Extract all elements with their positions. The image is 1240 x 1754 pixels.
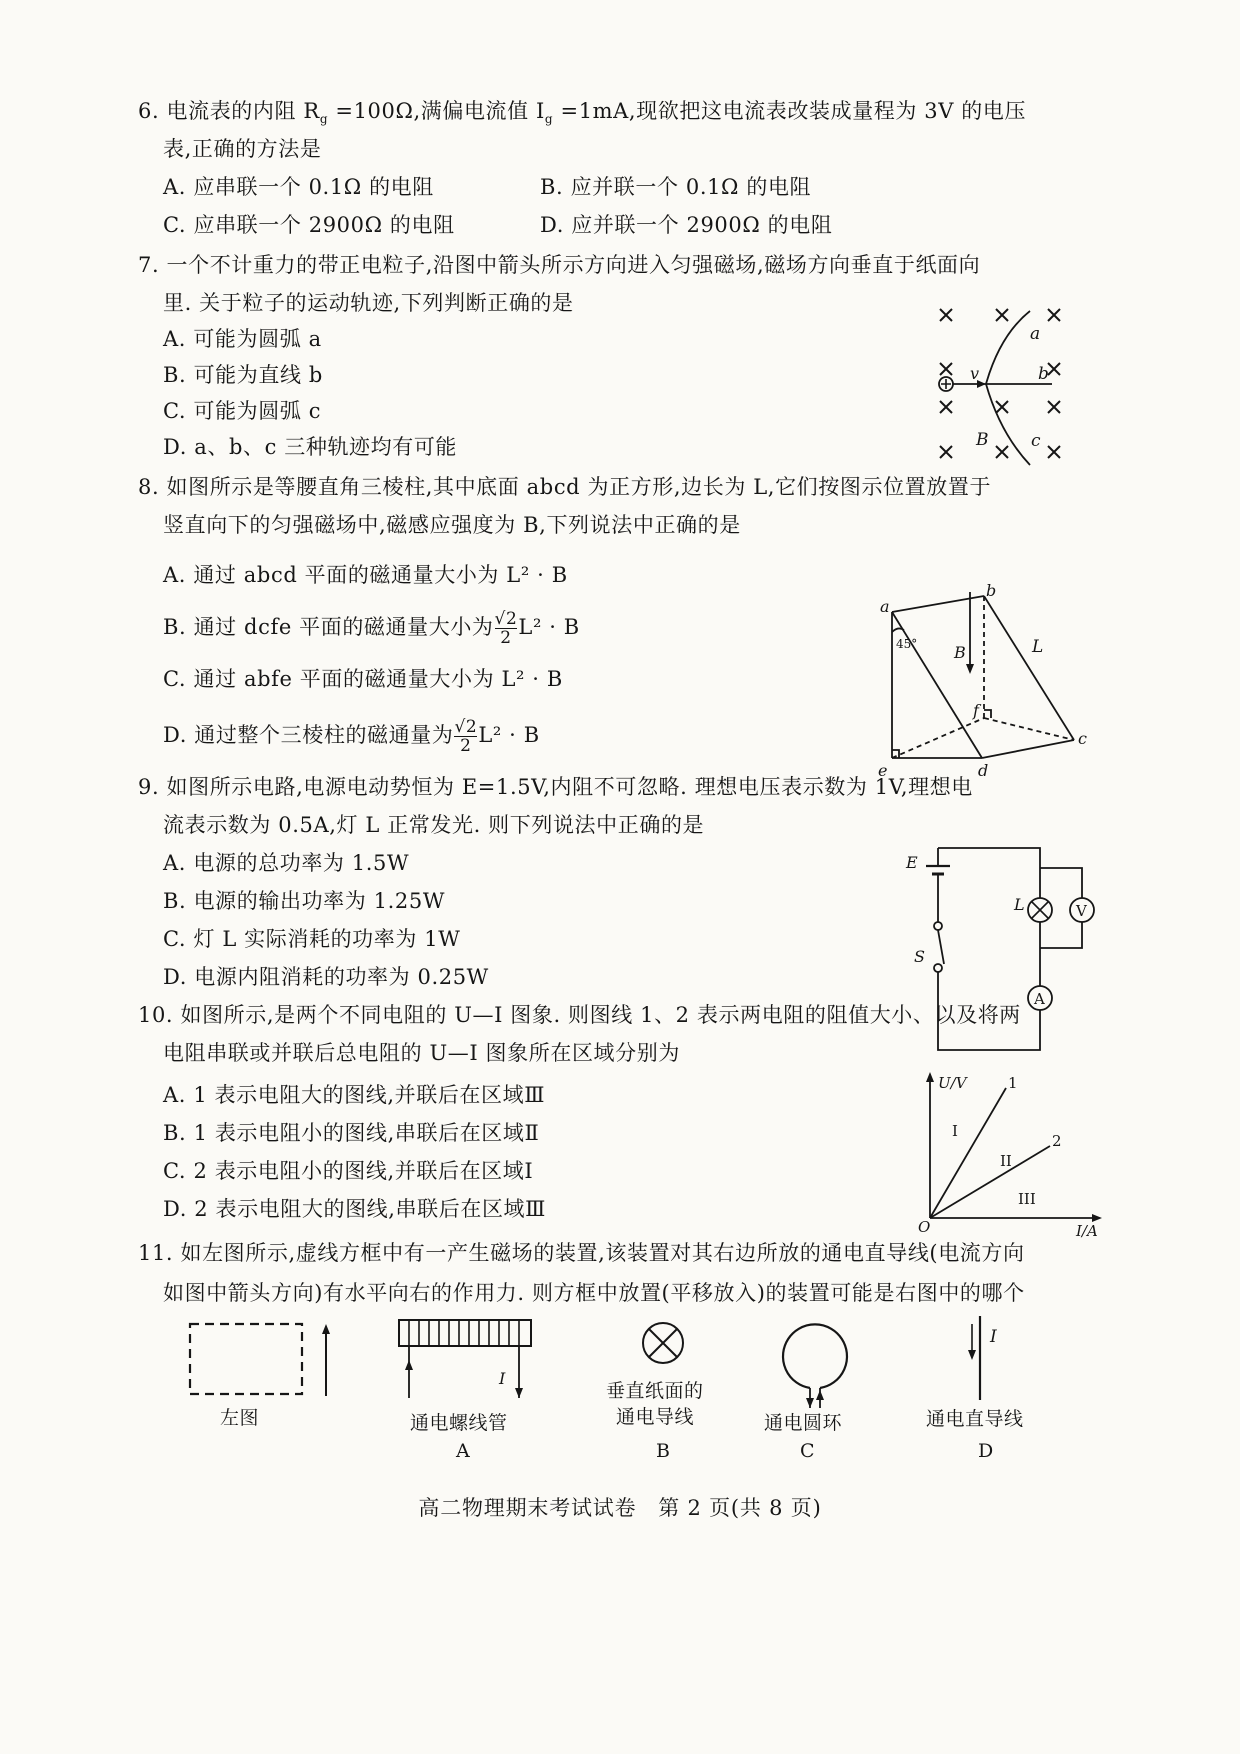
q9-option-b: B. 电源的输出功率为 1.25W — [163, 889, 445, 913]
q8-label-angle: 45° — [896, 637, 918, 651]
q11-option-a-letter: A — [456, 1440, 471, 1462]
q8-edge-dc — [982, 740, 1074, 758]
q9-switch-contact-top — [934, 922, 942, 930]
q8-stem-line2: 竖直向下的匀强磁场中,磁感应强度为 B,下列说法中正确的是 — [163, 513, 741, 537]
q6-stem-line1: 6. 电流表的内阻 $R_g =100\Omega$,满偏电流值 $I_g =1mA$,现欲把这电流表改装成量程为 3V 的电压 — [138, 99, 1027, 127]
q9-voltmeter-icon — [1070, 898, 1094, 922]
q8-label-d: d — [978, 761, 989, 780]
q7-label-b: b — [1038, 364, 1049, 384]
q11-a-current-label: I — [499, 1369, 506, 1388]
q7-option-d: D. a、b、c 三种轨迹均有可能 — [163, 435, 458, 459]
q8-option-d: D. 通过整个三棱柱的磁通量为 $\frac{√2}{2}$ L² · B — [163, 717, 540, 756]
q11-option-a-caption: 通电螺线管 — [410, 1412, 508, 1434]
q8-label-e: e — [878, 761, 888, 780]
q10-region-2: II — [1000, 1152, 1012, 1170]
q6-option-c: C. 应串联一个 2900Ω 的电阻 — [163, 213, 455, 237]
q11-stem-line2: 如图中箭头方向)有水平向右的作用力. 则方框中放置(平移放入)的装置可能是右图中的哪个 — [163, 1281, 1025, 1305]
q11-option-c-caption: 通电圆环 — [764, 1412, 843, 1434]
q9-label-s: S — [914, 947, 925, 966]
q7-stem-line1: 7. 一个不计重力的带正电粒子,沿图中箭头所示方向进入匀强磁场,磁场方向垂直于纸面向 — [138, 253, 981, 277]
q11-dashed-box — [190, 1324, 302, 1394]
q6-option-a: A. 应串联一个 0.1Ω 的电阻 — [163, 175, 434, 199]
q9-option-d: D. 电源内阻消耗的功率为 0.25W — [163, 965, 489, 989]
q7-arc-c — [986, 384, 1030, 465]
q7-label-v: v — [970, 364, 980, 383]
q10-line-2-label: 2 — [1052, 1132, 1062, 1150]
q9-option-a: A. 电源的总功率为 1.5W — [163, 851, 410, 875]
q9-voltmeter-label: V — [1076, 902, 1087, 920]
q10-y-label: U/V — [938, 1074, 967, 1092]
q6-stem-line2: 表,正确的方法是 — [163, 137, 322, 161]
q10-option-d: D. 2 表示电阻大的图线,串联后在区域Ⅲ — [163, 1197, 547, 1221]
q8-label-b: b — [986, 581, 997, 600]
q11-d-current-down-arrow — [968, 1350, 976, 1360]
q9-stem-line2: 流表示数为 0.5A,灯 L 正常发光. 则下列说法中正确的是 — [163, 813, 705, 837]
q11-current-up-arrow — [322, 1324, 330, 1334]
q10-option-b: B. 1 表示电阻小的图线,串联后在区域Ⅱ — [163, 1121, 540, 1145]
q10-option-a: A. 1 表示电阻大的图线,并联后在区域Ⅲ — [163, 1083, 546, 1107]
q10-ui-graph — [908, 1068, 1108, 1238]
q11-stem-line1: 11. 如左图所示,虚线方框中有一产生磁场的装置,该装置对其右边所放的通电直导线(电流方向 — [138, 1241, 1025, 1265]
q10-x-label: I/A — [1076, 1222, 1098, 1240]
q10-region-3: III — [1018, 1190, 1036, 1208]
q8-stem-line1: 8. 如图所示是等腰直角三棱柱,其中底面 abcd 为正方形,边长为 L,它们按图示位置放置于 — [138, 475, 992, 499]
q7-option-a: A. 可能为圆弧 a — [163, 327, 322, 351]
q11-option-d-straight-wire — [956, 1312, 1016, 1404]
q10-option-c: C. 2 表示电阻小的图线,并联后在区域Ⅰ — [163, 1159, 534, 1183]
q8-label-c: c — [1078, 729, 1087, 748]
q10-region-1: I — [952, 1122, 958, 1140]
q7-stem-line2: 里. 关于粒子的运动轨迹,下列判断正确的是 — [163, 291, 574, 315]
q11-option-b-caption-2: 通电导线 — [616, 1406, 695, 1428]
q9-label-l: L — [1014, 895, 1025, 914]
q7-option-b: B. 可能为直线 b — [163, 363, 323, 387]
q11-left-caption: 左图 — [220, 1407, 260, 1429]
q8-label-field-b: B — [954, 643, 966, 662]
q9-stem-line1: 9. 如图所示电路,电源电动势恒为 E=1.5V,内阻不可忽略. 理想电压表示数为 1V,理想电 — [138, 775, 973, 799]
q11-option-a-solenoid — [395, 1316, 545, 1416]
q8-edge-bc — [984, 596, 1074, 740]
q8-option-a: A. 通过 abcd 平面的磁通量大小为 L² · B — [163, 563, 568, 587]
q9-switch-contact-bottom — [934, 964, 942, 972]
q11-option-c-ring — [770, 1312, 860, 1412]
q8-edge-fc — [984, 718, 1074, 740]
q9-ammeter-icon — [1028, 986, 1052, 1010]
q8-option-b: B. 通过 dcfe 平面的磁通量大小为 $\frac{√2}{2}$ L² · B — [163, 609, 580, 648]
q10-line-1-label: 1 — [1008, 1074, 1018, 1092]
q11-option-b-letter: B — [656, 1440, 671, 1462]
q6-option-b: B. 应并联一个 0.1Ω 的电阻 — [540, 175, 812, 199]
q9-label-e: E — [906, 853, 918, 872]
q9-ammeter-label: A — [1034, 990, 1045, 1008]
q9-option-c: C. 灯 L 实际消耗的功率为 1W — [163, 927, 461, 951]
q11-d-current-label: I — [990, 1327, 997, 1347]
q9-switch-blade — [938, 930, 944, 964]
q7-label-c: c — [1031, 431, 1041, 451]
q9-lamp-icon — [1028, 898, 1052, 922]
q10-origin: O — [918, 1218, 931, 1236]
q6-option-d: D. 应并联一个 2900Ω 的电阻 — [540, 213, 833, 237]
q8-label-l: L — [1032, 637, 1044, 657]
q11-option-b-wire-into-page — [638, 1318, 688, 1368]
q11-option-b-caption-1: 垂直纸面的 — [606, 1380, 704, 1402]
q8-right-angle-f — [984, 710, 991, 718]
q8-label-a: a — [880, 597, 890, 616]
q10-line-1 — [930, 1088, 1006, 1218]
q11-left-figure — [186, 1320, 336, 1400]
q8-edge-ad — [892, 612, 982, 758]
q11-option-d-letter: D — [978, 1440, 994, 1462]
q10-stem-line1: 10. 如图所示,是两个不同电阻的 U—I 图象. 则图线 1、2 表示两电阻的阻值大小、以及将两 — [138, 1003, 1021, 1027]
q7-label-field-b: B — [976, 430, 989, 450]
q11-ring-loop — [783, 1324, 847, 1388]
q7-magnetic-field-figure — [930, 305, 1100, 490]
page-footer: 高二物理期末考试试卷 第 2 页(共 8 页) — [418, 1496, 822, 1520]
q7-arc-a — [986, 311, 1030, 384]
q8-option-c: C. 通过 abfe 平面的磁通量大小为 L² · B — [163, 667, 563, 691]
q11-option-d-caption: 通电直导线 — [926, 1408, 1024, 1430]
q8-prism-figure — [860, 581, 1110, 780]
q8-label-f: f — [973, 701, 979, 720]
q7-option-c: C. 可能为圆弧 c — [163, 399, 322, 423]
q7-label-a: a — [1030, 324, 1041, 344]
q11-option-c-letter: C — [800, 1440, 816, 1462]
q10-stem-line2: 电阻串联或并联后总电阻的 U—I 图象所在区域分别为 — [163, 1041, 680, 1065]
